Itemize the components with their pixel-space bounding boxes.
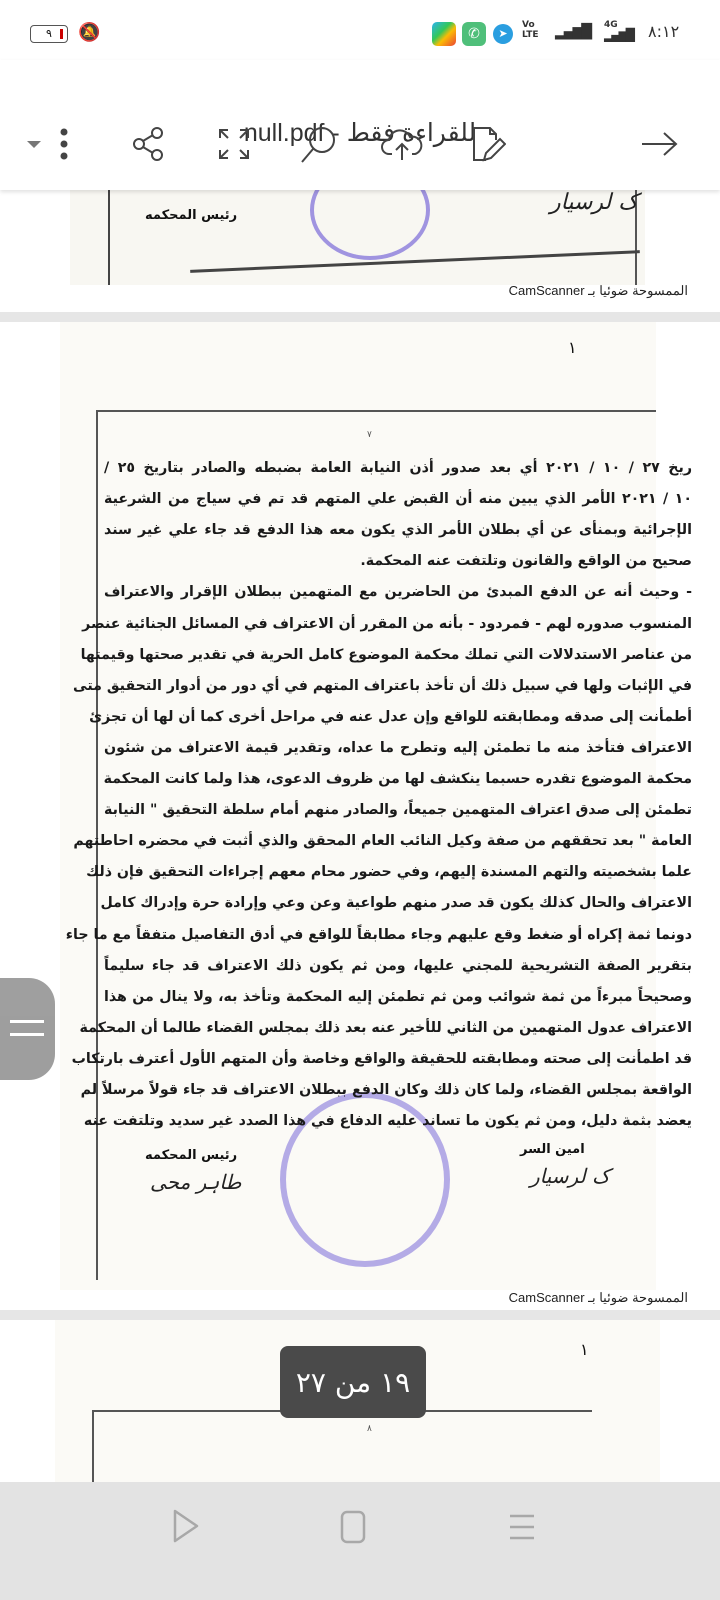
document-text-line: العامة " بعد تحققهم من صفة وكيل النائب العام المحقق والذي أثبت في محضره احاطتهم: [73, 833, 692, 850]
signal-icon: ▂▄▆█: [555, 24, 591, 40]
cloud-upload-button[interactable]: [380, 122, 424, 166]
fullscreen-button[interactable]: [212, 122, 256, 166]
fast-scroll-handle[interactable]: [0, 978, 55, 1080]
recents-button[interactable]: [508, 1512, 536, 1542]
more-menu-button[interactable]: [44, 122, 84, 166]
share-button[interactable]: [126, 122, 170, 166]
document-text-line: بتقرير الصفة التشريحية للمجني عليها، ومن ثم يكون ذلك الاعتراف قد جاء سليماً: [104, 957, 692, 974]
page-number: ٨: [367, 1424, 372, 1434]
back-button[interactable]: [172, 1508, 200, 1544]
document-text-line: قد اطمأنت إلى صحته ومطابقته للحقيقة والواقع وخاصة وأن المتهم الأول أعترف بارتكاب: [71, 1050, 692, 1067]
document-text-line: علما بشخصيته والتهم المسندة إليهم، وفي حضور محام معهم إجراءات التحقيق فإن ذلك: [86, 864, 692, 881]
network-type: 4G: [604, 20, 618, 30]
document-text-line: يعضد بثمة دليل، ومن ثم يكون ما تساند عليه الدفاع في هذا الصدد غير سديد وتلتفت عنه: [83, 1113, 692, 1130]
document-text-line: - وحيث أنه عن الدفع المبدئ من الحاضرين مع المتهمين ببطلان الإقرار والاعتراف: [104, 584, 692, 601]
camscanner-caption: الممسوحة ضوئيا بـ CamScanner: [508, 1290, 688, 1305]
more-vertical-icon: [59, 127, 69, 161]
document-text-line: تطمئن إلى صدق اعتراف المتهمين جميعاً، والصادر منهم أمام سلطة التحقيق " النيابة: [104, 802, 692, 819]
corner-mark: ١: [580, 1340, 589, 1359]
battery-icon: [30, 25, 68, 43]
signature-secretary: ک لرسیار: [550, 190, 638, 215]
battery-level: ٩: [46, 27, 52, 40]
caret-down-icon: [27, 141, 41, 148]
document-text-line: أطمأنت إلى صدقه ومطابقته للواقع وإن عدل عنه في مراحل أخرى كما أن لها أن تجزئ: [89, 708, 692, 725]
document-text-line: صحيح من الواقع والقانون وتلتفت عنه المحكمة.: [360, 553, 692, 570]
expand-icon: [216, 126, 252, 162]
search-button[interactable]: [296, 122, 340, 166]
clock: ٨:١٢: [648, 22, 680, 41]
cloud-upload-icon: [380, 126, 424, 162]
document-text-line: محكمة الموضوع تقدره حسبما ينكشف لها من ظروف الدعوى، هذا ولما كانت المحكمة: [103, 771, 692, 787]
secretary-label: امين السر: [520, 1142, 585, 1157]
edit-document-icon: [470, 124, 506, 164]
play-store-icon: [432, 22, 456, 46]
page-number: ٧: [367, 430, 372, 440]
document-text-line: في الإثبات ولها في سبيل ذلك أن تأخذ باعتراف المتهم في أي دور من أدوار التحقيق متى: [73, 677, 692, 694]
volte-label: Vo LTE: [522, 20, 539, 40]
pdf-page-previous: [0, 190, 720, 312]
signal-icon-2: ▂▄▆█: [604, 28, 633, 42]
signature-secretary: ک لرسیار: [530, 1164, 610, 1188]
document-title: null.pdf - للقراءة فقط: [243, 119, 477, 147]
document-text-line: ريخ ٢٧ / ١٠ / ٢٠٢١ أي بعد صدور أذن النيابة العامة بضبطه والصادر بتاريخ ٢٥ /: [104, 460, 692, 476]
document-text-line: دونما ثمة إكراه أو ضغط وقع عليهم وجاء مطابقاً للواقع في أدق التفاصيل متفقاً مع ما جاء: [65, 926, 692, 943]
navigation-bar: [0, 1482, 720, 1600]
forward-button[interactable]: [638, 122, 682, 166]
app-bar: [0, 60, 720, 190]
document-text-line: الواقعة بمجلس القضاء، ولما كان ذلك وكان الدفع ببطلان الاعتراف قد جاء قولاً مرسلاً لم: [80, 1082, 692, 1098]
document-text-line: الاعتراف فتأخذ منه ما تطمئن إليه وتطرح ما عداه، وتقدير قيمة الاعتراف من شئون: [104, 739, 692, 756]
document-text-line: الاعتراف عدول المتهمين من الثاني للأخير عنه بعد ذلك بمجلس القضاء طالما أن المحكمة: [79, 1019, 692, 1036]
camscanner-caption: الممسوحة ضوئيا بـ CamScanner: [508, 283, 688, 298]
page-indicator-toast: ١٩ من ٢٧: [280, 1346, 426, 1418]
signature-chief: طاہر محی: [150, 1170, 242, 1194]
chief-judge-label: رئيس المحكمه: [145, 208, 238, 223]
arrow-right-icon: [640, 129, 680, 159]
document-text-line: الإجرائية وبمنأى عن أي بطلان الأمر الذي يكون معه هذا الدفع قد جاء علي غير سند: [104, 522, 692, 539]
document-text-line: ١٠ / ٢٠٢١ الأمر الذي يبين منه أن القبض علي المتهم قد تم في سياج من الشرعية: [104, 491, 692, 508]
search-icon: [298, 124, 338, 164]
corner-mark: ١: [568, 338, 577, 357]
status-bar: [0, 0, 720, 60]
telegram-icon: ➤: [493, 24, 513, 44]
document-text-line: المنسوب صدوره لهم - فمردود - بأنه من المقرر أن الاعتراف في المسائل الجنائية عنصر: [82, 615, 692, 632]
pdf-page-current: [0, 322, 720, 1310]
edit-button[interactable]: [466, 122, 510, 166]
home-button[interactable]: [340, 1510, 366, 1544]
share-icon: [130, 126, 166, 162]
mute-icon: 🔕: [78, 22, 101, 43]
phone-app-icon: ✆: [462, 22, 486, 46]
document-text-line: وصحيحاً مبرءاً من ثمة شوائب ومن ثم تطمئن إليه المحكمة وتأخذ به، ولا ينال من هذا: [104, 988, 692, 1005]
document-text-line: من عناصر الاستدلالات التي تملك محكمة الموضوع كامل الحرية في تقدير صحتها وقيمتها: [80, 646, 692, 663]
chief-judge-label: رئيس المحكمه: [145, 1148, 238, 1163]
document-text-line: الاعتراف والحال كذلك يكون قد صدر منهم طواعية وعن وعي وإرادة حرة وإدراك كامل: [100, 895, 692, 912]
